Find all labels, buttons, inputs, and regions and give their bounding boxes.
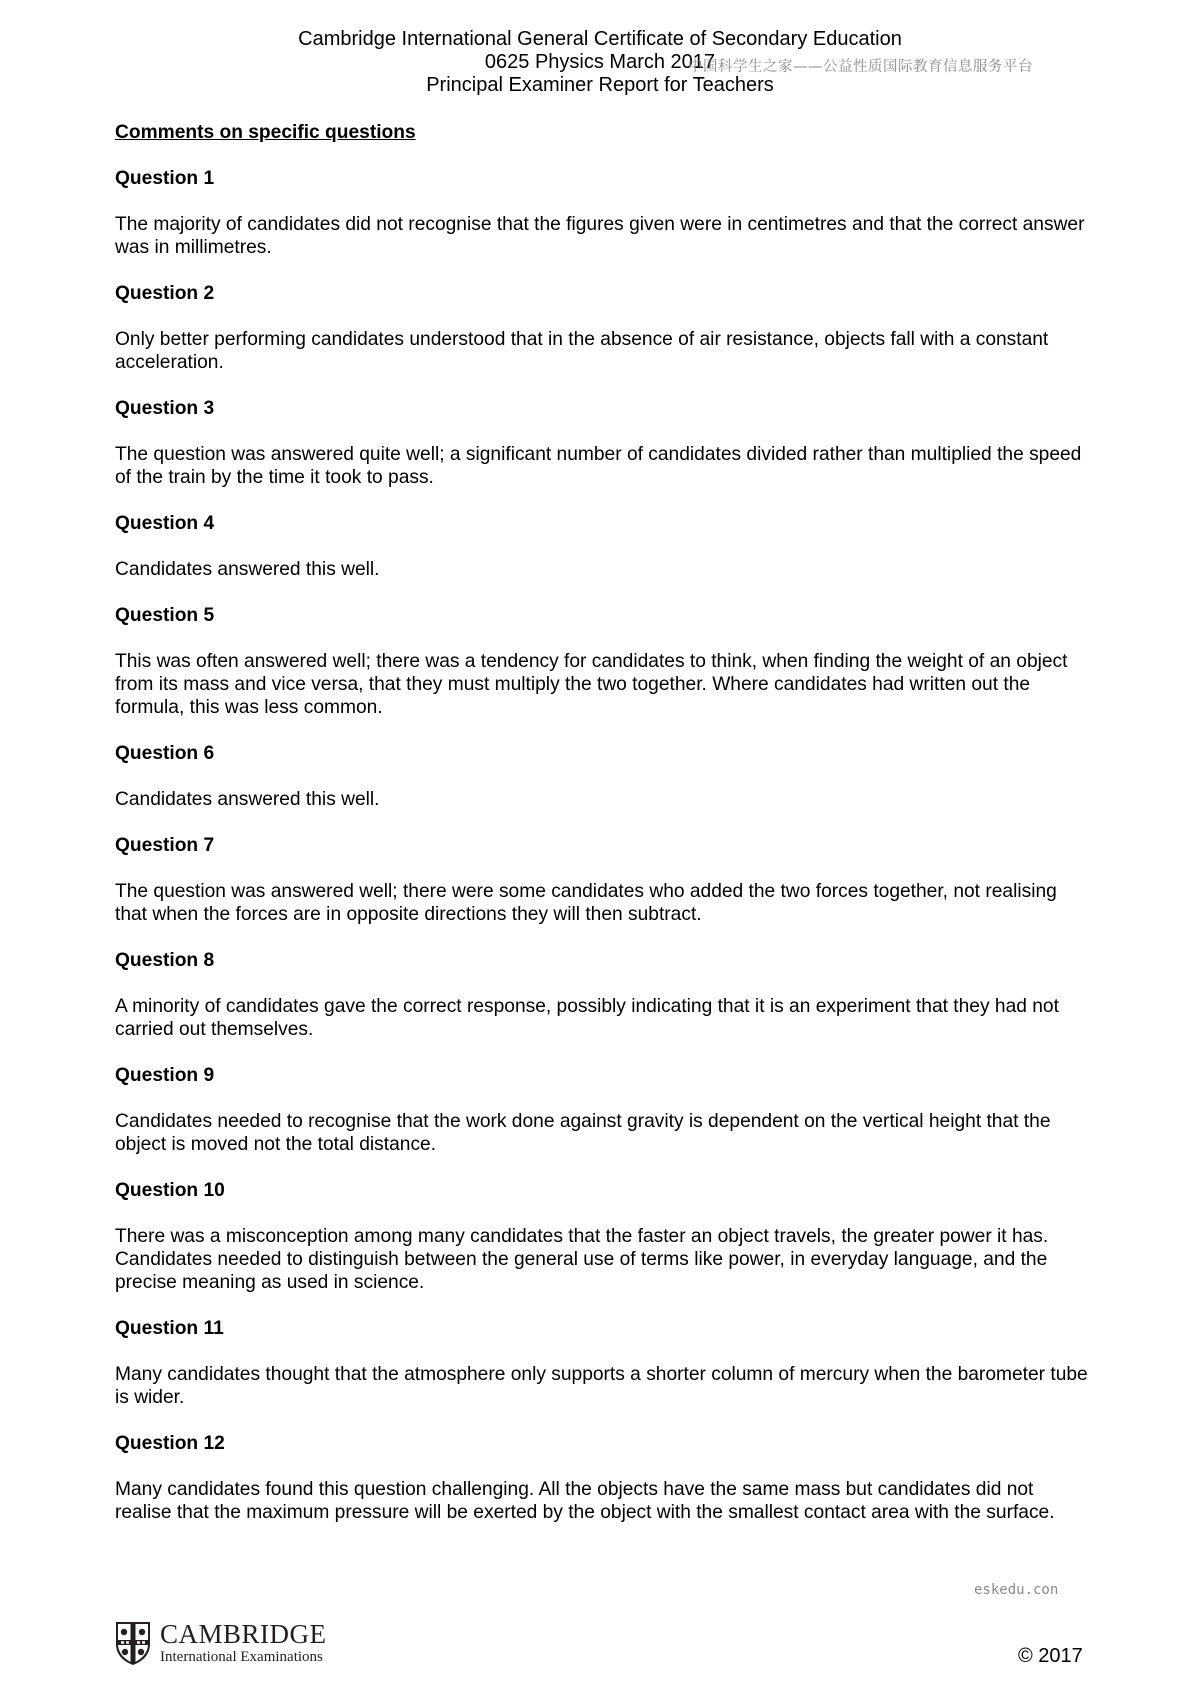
question-heading: Question 10 [115,1180,225,1201]
question-heading: Question 6 [115,743,215,764]
copyright: © 2017 [1018,1645,1083,1667]
question-comment: This was often answered well; there was a tendency for candidates to think, when finding the weight of an object from its mass and vice versa, that they must multiply the two together. Where candidates had written out the formula, this was less common. [115,651,1068,718]
question-heading: Question 5 [115,605,215,626]
question-comment: The question was answered quite well; a significant number of candidates divided rather than multiplied the speed of the train by the time it took to pass. [115,444,1082,488]
question-12 [115,1432,1090,1524]
question-heading: Question 2 [115,283,215,304]
question-10 [115,1179,1090,1294]
report-content [115,121,1090,1547]
question-heading: Question 7 [115,835,215,856]
question-comment: The majority of candidates did not recognise that the figures given were in centimetres and that the correct answer was in millimetres. [115,214,1085,258]
question-comment: Candidates needed to recognise that the work done against gravity is dependent on the vertical height that the object is moved not the total distance. [115,1111,1051,1155]
question-heading: Question 3 [115,398,215,419]
cambridge-shield-icon [114,1620,152,1666]
question-heading: Question 8 [115,950,215,971]
question-2 [115,282,1090,374]
section-title: Comments on specific questions [115,122,416,143]
question-comment: The question was answered well; there were some candidates who added the two forces together, not realising that when the forces are in opposite directions they will then subtract. [115,881,1057,925]
question-heading: Question 4 [115,513,215,534]
question-comment: Many candidates thought that the atmosphere only supports a shorter column of mercury when the barometer tube is wider. [115,1364,1088,1408]
question-comment: There was a misconception among many candidates that the faster an object travels, the greater power it has. Candidates needed to distinguish between the general use of terms like power, in everyday language, and the precise meaning as used in science. [115,1226,1049,1293]
question-heading: Question 12 [115,1433,225,1454]
header-title: Cambridge International General Certificate of Secondary Education [298,28,902,50]
question-comment: Many candidates found this question challenging. All the objects have the same mass but candidates did not realise that the maximum pressure will be exerted by the object with the smallest contact area with the surface. [115,1479,1055,1523]
question-9 [115,1064,1090,1156]
logo-text [160,1620,327,1666]
question-6 [115,742,1090,811]
question-comment: A minority of candidates gave the correct response, possibly indicating that it is an experiment that they had not carried out themselves. [115,996,1059,1040]
question-1 [115,167,1090,259]
question-comment: Only better performing candidates understood that in the absence of air resistance, objects fall with a constant acceleration. [115,329,1049,373]
question-comment: Candidates answered this well. [115,789,380,810]
question-comment: Candidates answered this well. [115,559,380,580]
question-11 [115,1317,1090,1409]
question-heading: Question 11 [115,1318,224,1339]
question-7 [115,834,1090,926]
logo-name: CAMBRIDGE [160,1619,327,1649]
cambridge-logo [114,1619,327,1667]
watermark-site: eskedu.con [974,1582,1059,1598]
header-report-type: Principal Examiner Report for Teachers [426,74,774,96]
question-heading: Question 1 [115,168,215,189]
header-subject: 0625 Physics March 2017 [484,51,716,73]
logo-subtitle: International Examinations [160,1649,323,1665]
question-8 [115,949,1090,1041]
question-heading: Question 9 [115,1065,215,1086]
question-4 [115,512,1090,581]
watermark-chinese: 中国科学生之家——公益性质国际教育信息服务平台 [688,59,1033,75]
question-3 [115,397,1090,489]
question-5 [115,604,1090,719]
